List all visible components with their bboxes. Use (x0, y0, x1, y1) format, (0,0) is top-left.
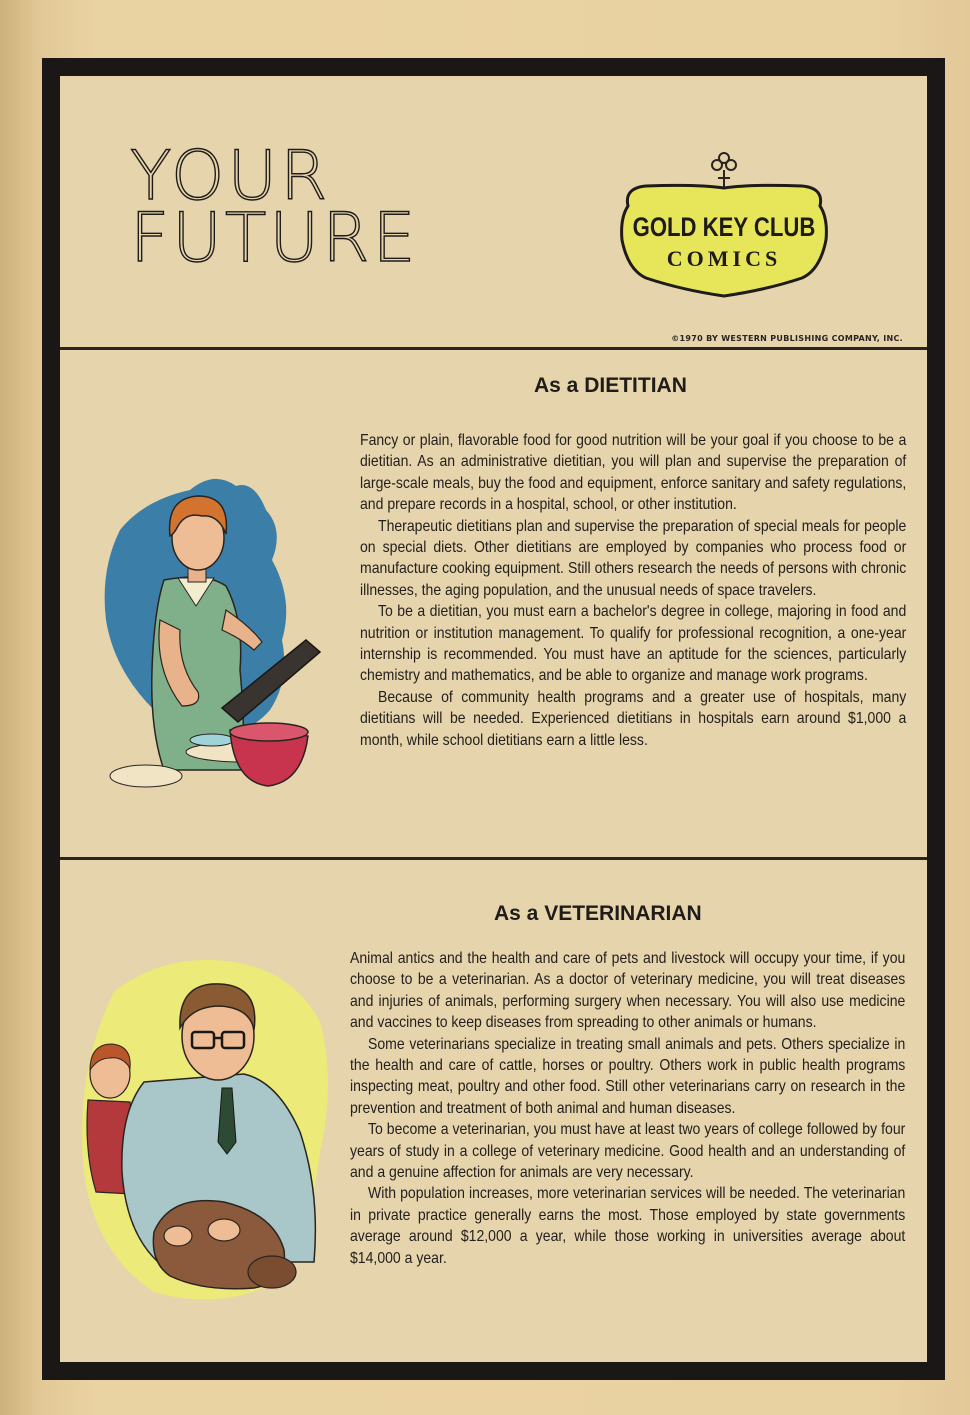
dietitian-body (360, 430, 906, 751)
veterinarian-heading: As a VETERINARIAN (494, 902, 702, 925)
dietitian-heading: As a DIETITIAN (534, 374, 687, 397)
page-title (130, 137, 419, 278)
key-icon (712, 153, 736, 188)
dietitian-paragraph: Therapeutic dietitians plan and supervise the preparation of special meals for people on special diets. Other dietitians are employed by companies who process food or manufacture cooking equipment. Still others research the needs of persons with chronic illnesses, the aging population, and the unusual needs of space travelers. (360, 517, 907, 599)
dietitian-paragraph: Because of community health programs and a greater use of hospitals, many dietitians will be needed. Experienced dietitians in hospitals earn around $1,000 a month, while school dietitians earn a little less. (360, 688, 907, 749)
title-line-2: FUTURE (130, 199, 419, 278)
article-frame (42, 58, 945, 1380)
dog-head (248, 1256, 296, 1288)
veterinarian-body (350, 948, 905, 1269)
plate (190, 734, 234, 746)
dietitian-illustration (94, 410, 326, 792)
logo-text-line-1: GOLD KEY CLUB (632, 213, 816, 243)
dietitian-paragraph: Fancy or plain, flavorable food for good nutrition will be your goal if you choose to be a dietitian. As an administrative dietitian, you will plan and supervise the preparation of large-scale meals, buy the food and equipment, enforce sanitary and safety regulations, and prepare records in a hospital, school, or other institution. (360, 432, 907, 514)
dietitian-section (60, 350, 927, 857)
dietitian-paragraph: To be a dietitian, you must earn a bachelor's degree in college, majoring in food and nutrition or institution management. To qualify for professional recognition, a one-year internship is recommended. You must have an aptitude for the sciences, particularly chemistry and mathematics, and be able to organize and manage work programs. (360, 603, 907, 685)
veterinarian-section (60, 860, 927, 1362)
veterinarian-paragraph: To become a veterinarian, you must have at least two years of college followed by four years of study in a college of veterinary medicine. Good health and an understanding of and a genuine affection for animals are very necessary. (350, 1121, 906, 1182)
vet-hand (208, 1219, 240, 1241)
vet-hand (164, 1226, 192, 1246)
veterinarian-paragraph: Animal antics and the health and care of pets and livestock will occupy your time, if you choose to be a veterinarian. As a doctor of veterinary medicine, you will treat diseases and injuries of animals, performing surgery when necessary. You will also use medicine and vaccines to keep diseases from spreading to other animals or humans. (350, 950, 906, 1032)
veterinarian-illustration (74, 932, 336, 1314)
header (60, 76, 927, 347)
title-line-1: YOUR (130, 137, 331, 216)
plate (110, 765, 182, 787)
gold-key-club-logo (606, 144, 842, 304)
veterinarian-paragraph: With population increases, more veterinarian services will be needed. The veterinarian in private practice generally earns the most. Those employed by state governments average around $12,000 a year, while those working in universities average about $14,000 a year. (350, 1185, 906, 1267)
veterinarian-paragraph: Some veterinarians specialize in treating small animals and pets. Others specialize in the health and care of cattle, horses or poultry. Others work in public health programs inspecting meat, poultry and other food. Still other veterinarians carry on research in the prevention and treatment of both animal and human diseases. (350, 1035, 906, 1117)
logo-text-line-2: COMICS (666, 246, 782, 271)
copyright-notice: ©1970 BY WESTERN PUBLISHING COMPANY, INC. (671, 334, 903, 343)
